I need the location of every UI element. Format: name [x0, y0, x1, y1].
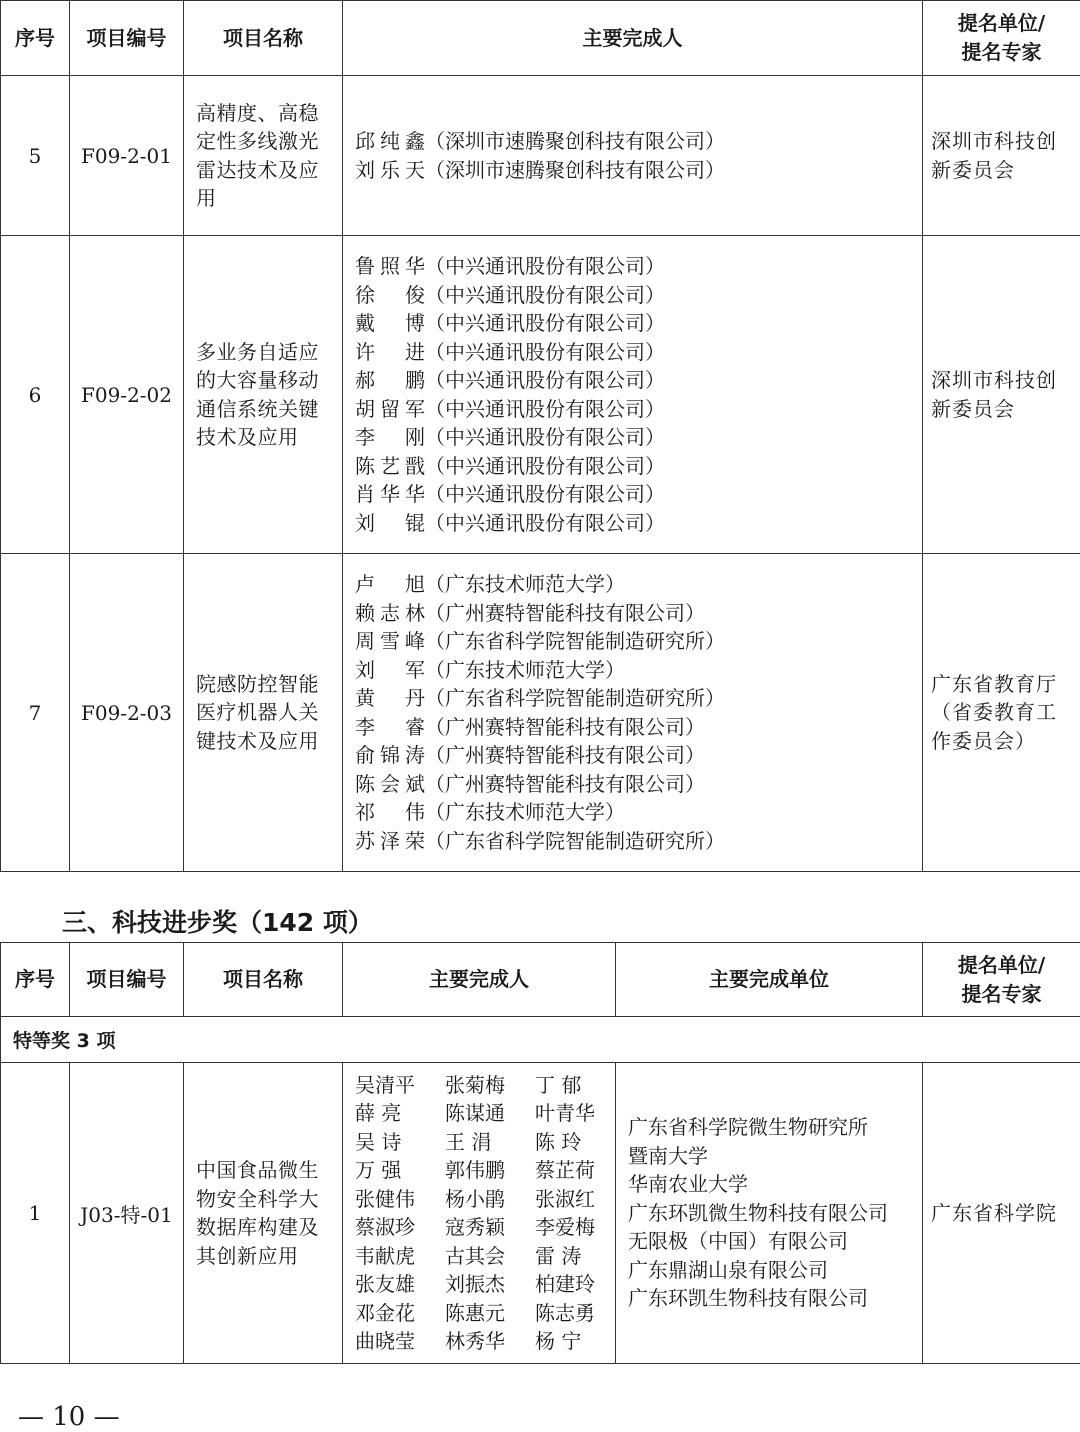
person: 卢旭（广东技术师范大学） [355, 572, 625, 596]
person: 苏泽荣（广东省科学院智能制造研究所） [355, 828, 725, 853]
col-header-nominator: 提名单位/ 提名专家 [923, 1, 1080, 76]
row-people [343, 236, 923, 554]
table-row [1, 236, 1080, 554]
person: 李刚（中兴通讯股份有限公司） [355, 425, 665, 449]
row-units [616, 1063, 923, 1364]
col-header-name: 项目名称 [184, 943, 343, 1017]
col-header-units: 主要完成单位 [616, 943, 923, 1017]
person: 刘锟（中兴通讯股份有限公司） [355, 510, 665, 535]
person: 古其会 [445, 1243, 505, 1268]
col-header-no: 序号 [1, 1, 70, 76]
col-header-code: 项目编号 [70, 1, 184, 76]
person: 陈谋通 [445, 1101, 505, 1125]
person: 陈志勇 [535, 1300, 595, 1325]
unit: 广东环凯生物科技有限公司 [628, 1286, 868, 1311]
person: 刘振杰 [445, 1272, 505, 1296]
row-project-name: 院感防控智能医疗机器人关键技术及应用 [184, 554, 343, 872]
row-project-name: 高精度、高稳定性多线激光雷达技术及应用 [184, 76, 343, 236]
page-number: — 10 — [18, 1402, 120, 1432]
unit: 广东省科学院微生物研究所 [628, 1115, 868, 1140]
row-no: 1 [1, 1063, 70, 1364]
person: 刘乐天（深圳市速腾聚创科技有限公司） [355, 157, 725, 182]
person: 吴 诗 [355, 1129, 402, 1154]
row-people [343, 1063, 616, 1364]
person: 俞锦涛（广州赛特智能科技有限公司） [355, 743, 705, 767]
person: 祁伟（广东技术师范大学） [355, 800, 625, 824]
person: 肖华华（中兴通讯股份有限公司） [355, 482, 665, 506]
person: 邓金花 [355, 1300, 415, 1325]
people-grid [355, 1071, 605, 1356]
person: 张友雄 [355, 1272, 415, 1296]
col-header-people: 主要完成人 [343, 1, 923, 76]
col-header-people: 主要完成人 [343, 943, 616, 1017]
table-header-row [1, 943, 1080, 1017]
person: 蔡淑珍 [355, 1215, 415, 1239]
row-nominator: 广东省科学院 [923, 1063, 1080, 1364]
table-row [1, 76, 1080, 236]
person: 鲁照华（中兴通讯股份有限公司） [355, 254, 665, 278]
person: 曲晓莹 [355, 1329, 415, 1353]
table-progress-award [0, 942, 1080, 1364]
col-header-nominator: 提名单位/ 提名专家 [923, 943, 1080, 1017]
person: 吴清平 [355, 1072, 415, 1097]
row-nominator: 深圳市科技创新委员会 [923, 236, 1080, 554]
person: 柏建玲 [535, 1272, 595, 1296]
person: 黄丹（广东省科学院智能制造研究所） [355, 686, 725, 710]
row-code: F09-2-01 [70, 76, 184, 236]
person: 蔡芷荷 [535, 1158, 595, 1182]
row-people [343, 76, 923, 236]
row-project-name: 中国食品微生物安全科学大数据库构建及其创新应用 [184, 1063, 343, 1364]
person: 郭伟鹏 [445, 1158, 505, 1182]
col-header-name: 项目名称 [184, 1, 343, 76]
table-row [1, 1063, 1080, 1364]
person: 张健伟 [355, 1186, 415, 1211]
row-code: J03-特-01 [70, 1063, 184, 1364]
person: 李睿（广州赛特智能科技有限公司） [355, 714, 705, 739]
person: 郝鹏（中兴通讯股份有限公司） [355, 368, 665, 392]
person: 杨 宁 [535, 1329, 582, 1353]
subheading-row [1, 1017, 1080, 1063]
person: 陈艺戬（中兴通讯股份有限公司） [355, 453, 665, 478]
person: 王 涓 [445, 1129, 492, 1154]
row-people [343, 554, 923, 872]
person: 陈会斌（广州赛特智能科技有限公司） [355, 771, 705, 796]
person: 丁 郁 [535, 1072, 582, 1097]
row-no: 6 [1, 236, 70, 554]
person: 雷 涛 [535, 1243, 582, 1268]
person: 陈 玲 [535, 1129, 582, 1154]
person: 杨小鹃 [445, 1186, 505, 1211]
section-title: 三、科技进步奖（142 项） [62, 908, 373, 937]
person: 张淑红 [535, 1186, 595, 1211]
person: 叶青华 [535, 1101, 595, 1125]
row-code: F09-2-02 [70, 236, 184, 554]
person: 万 强 [355, 1158, 402, 1182]
unit: 华南农业大学 [628, 1172, 748, 1197]
table-header-row [1, 1, 1080, 76]
person: 许进（中兴通讯股份有限公司） [355, 339, 665, 364]
col-header-no: 序号 [1, 943, 70, 1017]
person: 陈惠元 [445, 1300, 505, 1325]
special-prize-subheading: 特等奖 3 项 [1, 1017, 1080, 1063]
row-project-name: 多业务自适应的大容量移动通信系统关键技术及应用 [184, 236, 343, 554]
row-no: 5 [1, 76, 70, 236]
unit: 广东环凯微生物科技有限公司 [628, 1200, 888, 1225]
person: 李爱梅 [535, 1215, 595, 1239]
col-header-code: 项目编号 [70, 943, 184, 1017]
person: 邱纯鑫（深圳市速腾聚创科技有限公司） [355, 129, 725, 153]
person: 周雪峰（广东省科学院智能制造研究所） [355, 629, 725, 653]
row-nominator: 深圳市科技创新委员会 [923, 76, 1080, 236]
person: 韦献虎 [355, 1243, 415, 1268]
table-row [1, 554, 1080, 872]
unit: 广东鼎湖山泉有限公司 [628, 1257, 828, 1282]
person: 刘军（广东技术师范大学） [355, 657, 625, 682]
person: 林秀华 [445, 1329, 505, 1353]
row-no: 7 [1, 554, 70, 872]
person: 薛 亮 [355, 1101, 402, 1125]
person: 寇秀颖 [445, 1215, 505, 1239]
person: 赖志林（广州赛特智能科技有限公司） [355, 600, 705, 625]
unit: 无限极（中国）有限公司 [628, 1229, 848, 1254]
person: 戴博（中兴通讯股份有限公司） [355, 311, 665, 335]
person: 张菊梅 [445, 1072, 505, 1097]
row-nominator: 广东省教育厅（省委教育工作委员会） [923, 554, 1080, 872]
unit: 暨南大学 [628, 1143, 708, 1168]
person: 胡留军（中兴通讯股份有限公司） [355, 396, 665, 421]
person: 徐俊（中兴通讯股份有限公司） [355, 282, 665, 307]
row-code: F09-2-03 [70, 554, 184, 872]
